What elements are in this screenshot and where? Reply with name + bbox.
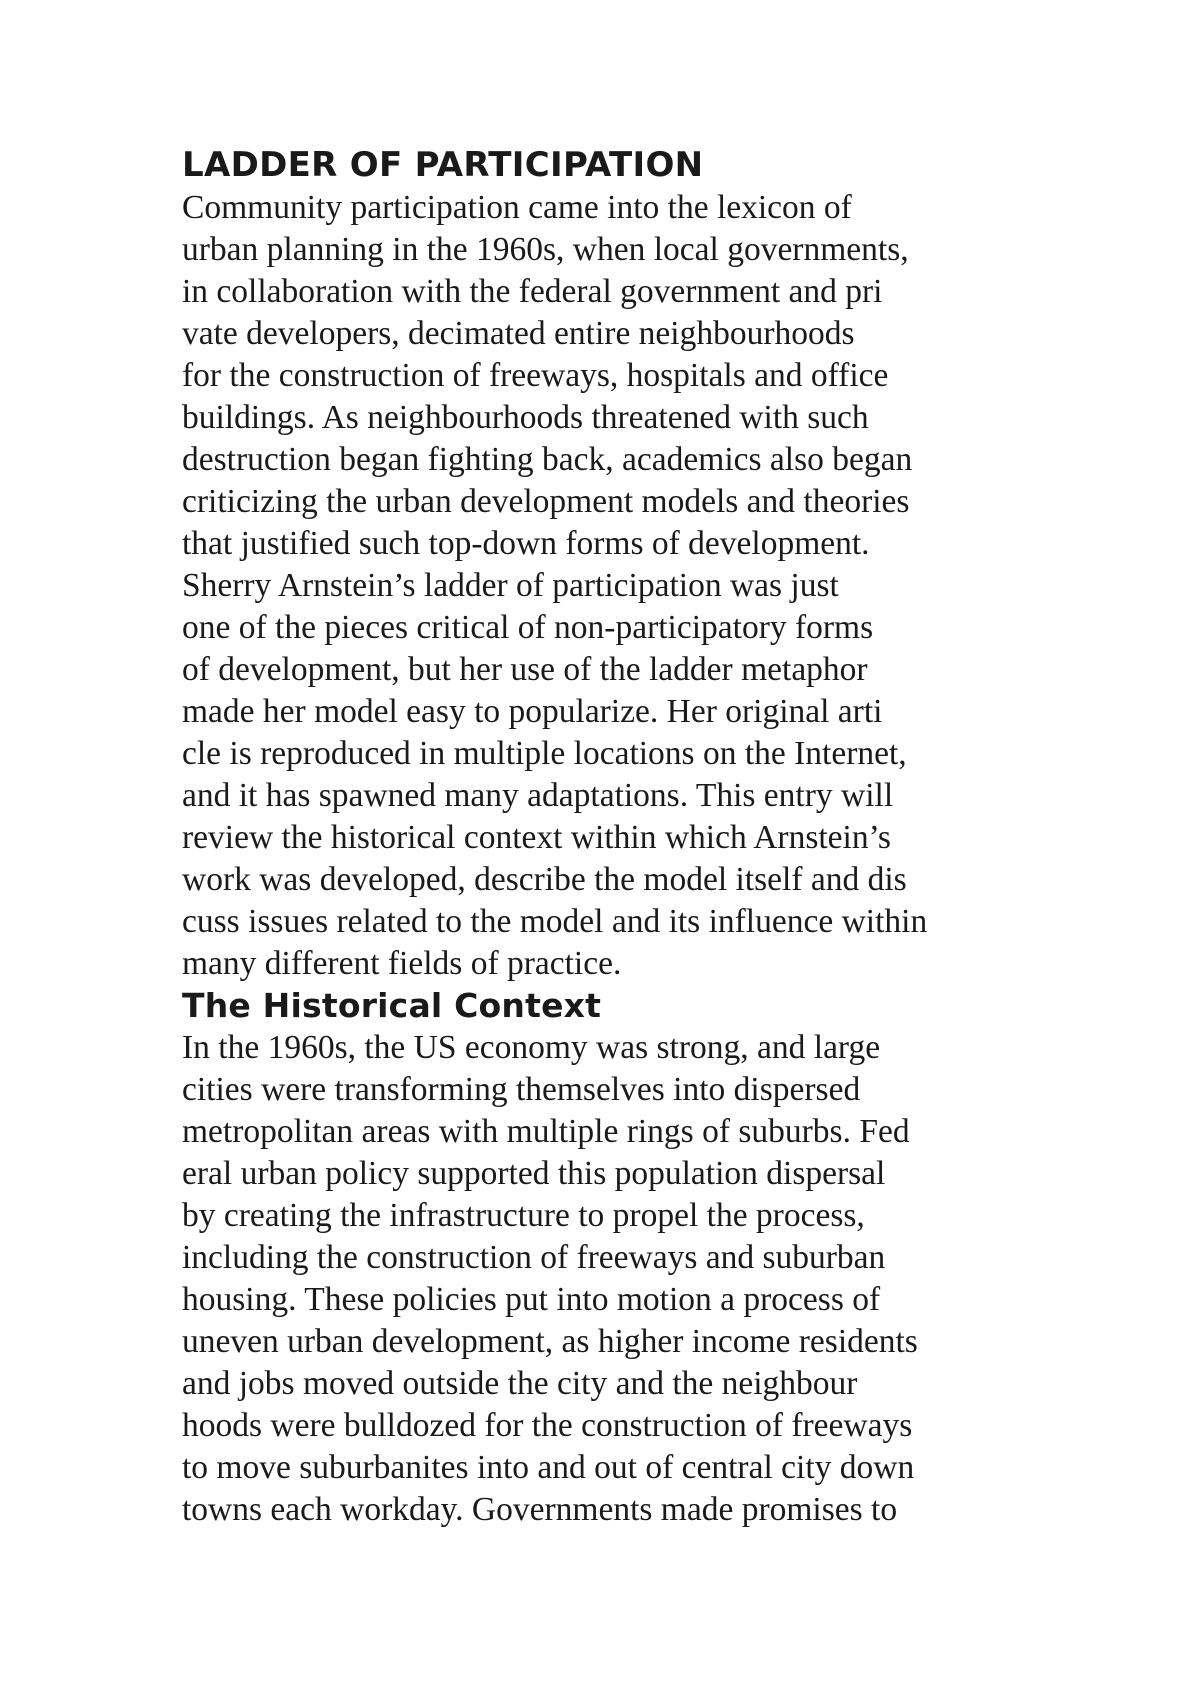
text-line: one of the pieces critical of non-participatory forms: [182, 609, 874, 646]
text-line: eral urban policy supported this population dispersal: [182, 1155, 886, 1192]
text-line: vate developers, decimated entire neighbourhoods: [182, 315, 855, 352]
text-line: uneven urban development, as higher income residents: [182, 1323, 918, 1360]
text-line: to move suburbanites into and out of central city down: [182, 1449, 915, 1486]
text-line: In the 1960s, the US economy was strong, and large: [182, 1029, 881, 1066]
text-line: cities were transforming themselves into dispersed: [182, 1071, 861, 1108]
text-line: and it has spawned many adaptations. This entry will: [182, 777, 894, 814]
text-line: cuss issues related to the model and its influence within: [182, 903, 928, 940]
text-line: in collaboration with the federal government and pri: [182, 273, 883, 310]
text-line: urban planning in the 1960s, when local governments,: [182, 231, 909, 268]
text-line: that justified such top-down forms of development.: [182, 525, 870, 562]
section-heading-historical-context: The Historical Context: [182, 986, 602, 1025]
text-line: work was developed, describe the model itself and dis: [182, 861, 907, 898]
text-line: review the historical context within which Arnstein’s: [182, 819, 891, 856]
text-line: Community participation came into the lexicon of: [182, 189, 852, 226]
document-page: [182, 143, 1042, 1531]
text-line: criticizing the urban development models and theories: [182, 483, 910, 520]
text-line: hoods were bulldozed for the construction of freeways: [182, 1407, 913, 1444]
text-line: of development, but her use of the ladder metaphor: [182, 651, 868, 688]
section-body-ladder-of-participation: [182, 187, 1042, 985]
text-line: metropolitan areas with multiple rings of suburbs. Fed: [182, 1113, 910, 1150]
text-line: made her model easy to popularize. Her original arti: [182, 693, 883, 730]
section-body-historical-context: [182, 1027, 1042, 1531]
text-line: by creating the infrastructure to propel the process,: [182, 1197, 865, 1234]
text-line: destruction began fighting back, academics also began: [182, 441, 913, 478]
text-line: cle is reproduced in multiple locations on the Internet,: [182, 735, 907, 772]
text-line: buildings. As neighbourhoods threatened with such: [182, 399, 869, 436]
text-line: housing. These policies put into motion a process of: [182, 1281, 881, 1318]
text-line: and jobs moved outside the city and the neighbour: [182, 1365, 858, 1402]
text-line: Sherry Arnstein’s ladder of participation was just: [182, 567, 839, 604]
text-line: including the construction of freeways and suburban: [182, 1239, 886, 1276]
text-line: towns each workday. Governments made promises to: [182, 1491, 898, 1528]
section-heading-ladder-of-participation: LADDER OF PARTICIPATION: [182, 145, 704, 185]
text-line: many different fields of practice.: [182, 945, 622, 982]
text-line: for the construction of freeways, hospitals and office: [182, 357, 889, 394]
